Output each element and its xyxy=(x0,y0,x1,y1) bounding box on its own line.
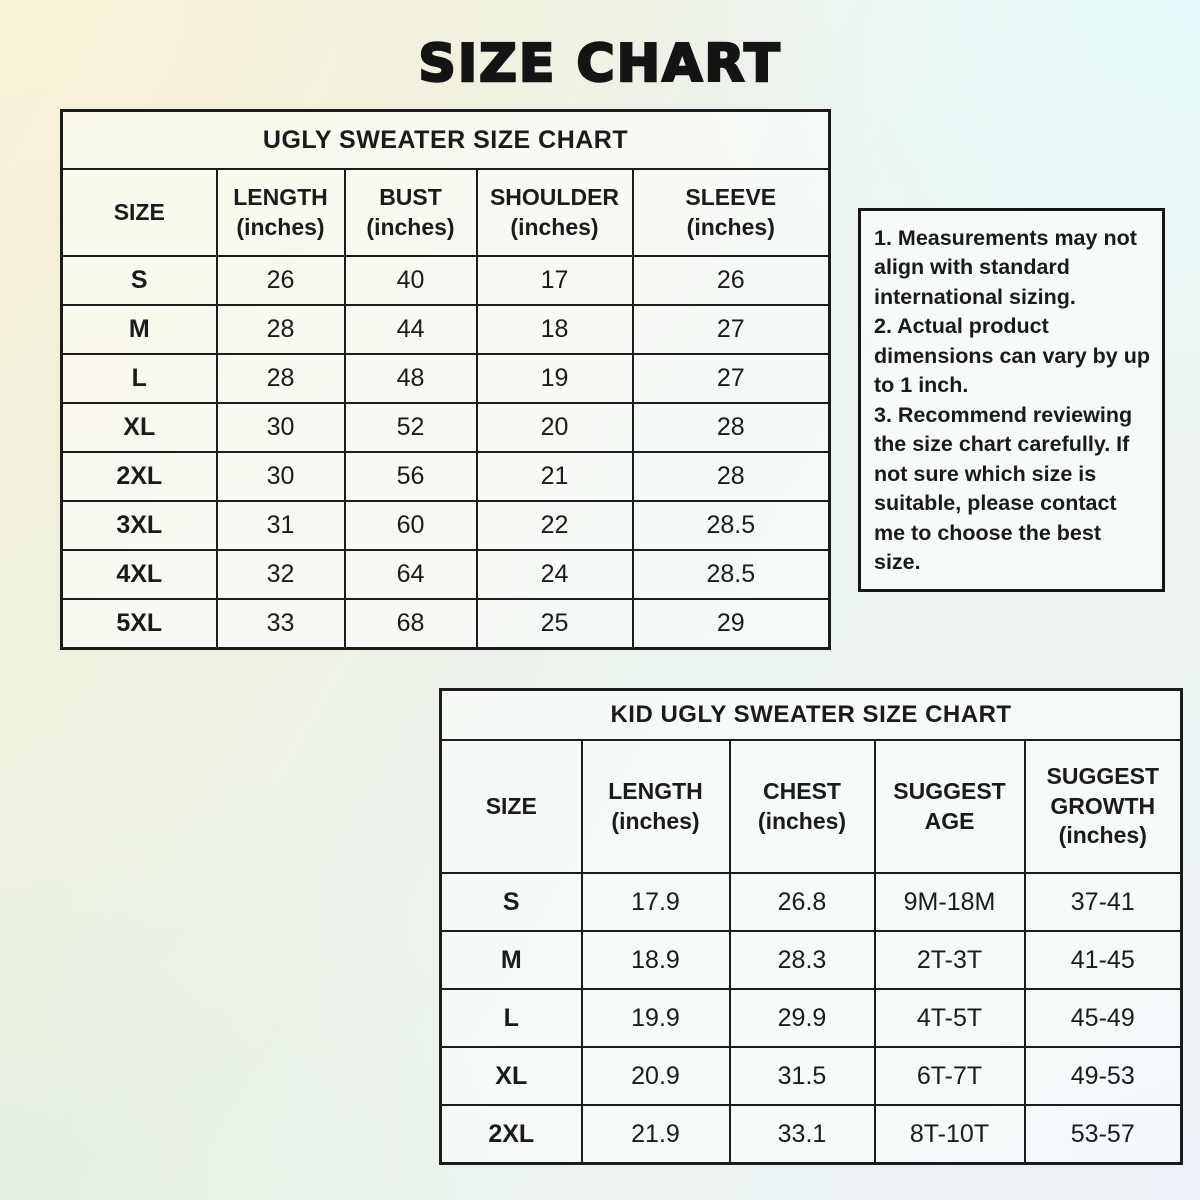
kid-table-body xyxy=(441,873,1182,1164)
table-row xyxy=(62,305,830,354)
measurement-cell: 17 xyxy=(477,256,633,305)
measurement-cell: 31.5 xyxy=(730,1047,875,1105)
size-label-cell: XL xyxy=(62,403,217,452)
measurement-cell: 27 xyxy=(633,305,830,354)
column-header: SUGGEST GROWTH (inches) xyxy=(1025,740,1182,873)
table-row xyxy=(62,550,830,599)
measurement-cell: 37-41 xyxy=(1025,873,1182,931)
adult-table-title-row xyxy=(62,111,830,170)
measurement-cell: 4T-5T xyxy=(875,989,1025,1047)
column-header: SUGGEST AGE xyxy=(875,740,1025,873)
column-header: LENGTH (inches) xyxy=(217,169,345,256)
size-label-cell: 2XL xyxy=(62,452,217,501)
measurement-cell: 26 xyxy=(217,256,345,305)
measurement-cell: 49-53 xyxy=(1025,1047,1182,1105)
measurement-cell: 24 xyxy=(477,550,633,599)
kid-table-header-row xyxy=(441,740,1182,873)
size-label-cell: M xyxy=(62,305,217,354)
measurement-cell: 44 xyxy=(345,305,477,354)
sizing-notes-box xyxy=(858,208,1165,592)
table-row xyxy=(62,452,830,501)
column-header: CHEST (inches) xyxy=(730,740,875,873)
size-label-cell: 3XL xyxy=(62,501,217,550)
size-label-cell: XL xyxy=(441,1047,582,1105)
measurement-cell: 40 xyxy=(345,256,477,305)
measurement-cell: 28 xyxy=(217,354,345,403)
measurement-cell: 26 xyxy=(633,256,830,305)
measurement-cell: 21.9 xyxy=(582,1105,730,1164)
table-row xyxy=(62,599,830,649)
kid-table-title: KID UGLY SWEATER SIZE CHART xyxy=(441,690,1182,741)
measurement-cell: 28 xyxy=(633,403,830,452)
measurement-cell: 52 xyxy=(345,403,477,452)
column-header: SLEEVE (inches) xyxy=(633,169,830,256)
measurement-cell: 28.3 xyxy=(730,931,875,989)
measurement-cell: 33 xyxy=(217,599,345,649)
measurement-cell: 18.9 xyxy=(582,931,730,989)
measurement-cell: 17.9 xyxy=(582,873,730,931)
measurement-cell: 64 xyxy=(345,550,477,599)
size-label-cell: M xyxy=(441,931,582,989)
measurement-cell: 27 xyxy=(633,354,830,403)
measurement-cell: 56 xyxy=(345,452,477,501)
table-row xyxy=(441,989,1182,1047)
note-line: 2. Actual product dimensions can vary by up to 1 inch. xyxy=(874,314,1151,398)
measurement-cell: 22 xyxy=(477,501,633,550)
measurement-cell: 26.8 xyxy=(730,873,875,931)
measurement-cell: 33.1 xyxy=(730,1105,875,1164)
kid-table-title-row xyxy=(441,690,1182,741)
table-row xyxy=(62,256,830,305)
measurement-cell: 2T-3T xyxy=(875,931,1025,989)
measurement-cell: 29 xyxy=(633,599,830,649)
table-row xyxy=(441,1105,1182,1164)
adult-table-header-row xyxy=(62,169,830,256)
table-row xyxy=(62,403,830,452)
measurement-cell: 19 xyxy=(477,354,633,403)
note-line: 3. Recommend reviewing the size chart carefully. If not sure which size is suitable, please contact me to choose the best size. xyxy=(874,402,1133,574)
column-header: SIZE xyxy=(62,169,217,256)
measurement-cell: 8T-10T xyxy=(875,1105,1025,1164)
size-label-cell: 2XL xyxy=(441,1105,582,1164)
note-line: 1. Measurements may not align with standard international sizing. xyxy=(874,226,1137,309)
measurement-cell: 19.9 xyxy=(582,989,730,1047)
adult-table-title: UGLY SWEATER SIZE CHART xyxy=(62,111,830,170)
measurement-cell: 45-49 xyxy=(1025,989,1182,1047)
measurement-cell: 31 xyxy=(217,501,345,550)
measurement-cell: 30 xyxy=(217,452,345,501)
measurement-cell: 53-57 xyxy=(1025,1105,1182,1164)
column-header: BUST (inches) xyxy=(345,169,477,256)
column-header: SHOULDER (inches) xyxy=(477,169,633,256)
measurement-cell: 25 xyxy=(477,599,633,649)
measurement-cell: 48 xyxy=(345,354,477,403)
measurement-cell: 9M-18M xyxy=(875,873,1025,931)
measurement-cell: 20 xyxy=(477,403,633,452)
measurement-cell: 32 xyxy=(217,550,345,599)
size-label-cell: L xyxy=(441,989,582,1047)
size-label-cell: 5XL xyxy=(62,599,217,649)
measurement-cell: 30 xyxy=(217,403,345,452)
adult-table-body xyxy=(62,256,830,649)
size-label-cell: S xyxy=(441,873,582,931)
measurement-cell: 28.5 xyxy=(633,550,830,599)
column-header: LENGTH (inches) xyxy=(582,740,730,873)
measurement-cell: 29.9 xyxy=(730,989,875,1047)
table-row xyxy=(62,354,830,403)
measurement-cell: 28.5 xyxy=(633,501,830,550)
size-label-cell: 4XL xyxy=(62,550,217,599)
column-header: SIZE xyxy=(441,740,582,873)
measurement-cell: 68 xyxy=(345,599,477,649)
measurement-cell: 60 xyxy=(345,501,477,550)
measurement-cell: 28 xyxy=(217,305,345,354)
page-title: SIZE CHART xyxy=(418,34,782,94)
kid-size-table xyxy=(439,688,1183,1165)
measurement-cell: 21 xyxy=(477,452,633,501)
size-label-cell: L xyxy=(62,354,217,403)
table-row xyxy=(62,501,830,550)
measurement-cell: 18 xyxy=(477,305,633,354)
measurement-cell: 28 xyxy=(633,452,830,501)
measurement-cell: 6T-7T xyxy=(875,1047,1025,1105)
measurement-cell: 41-45 xyxy=(1025,931,1182,989)
table-row xyxy=(441,931,1182,989)
size-label-cell: S xyxy=(62,256,217,305)
adult-size-table xyxy=(60,109,831,650)
table-row xyxy=(441,1047,1182,1105)
measurement-cell: 20.9 xyxy=(582,1047,730,1105)
table-row xyxy=(441,873,1182,931)
